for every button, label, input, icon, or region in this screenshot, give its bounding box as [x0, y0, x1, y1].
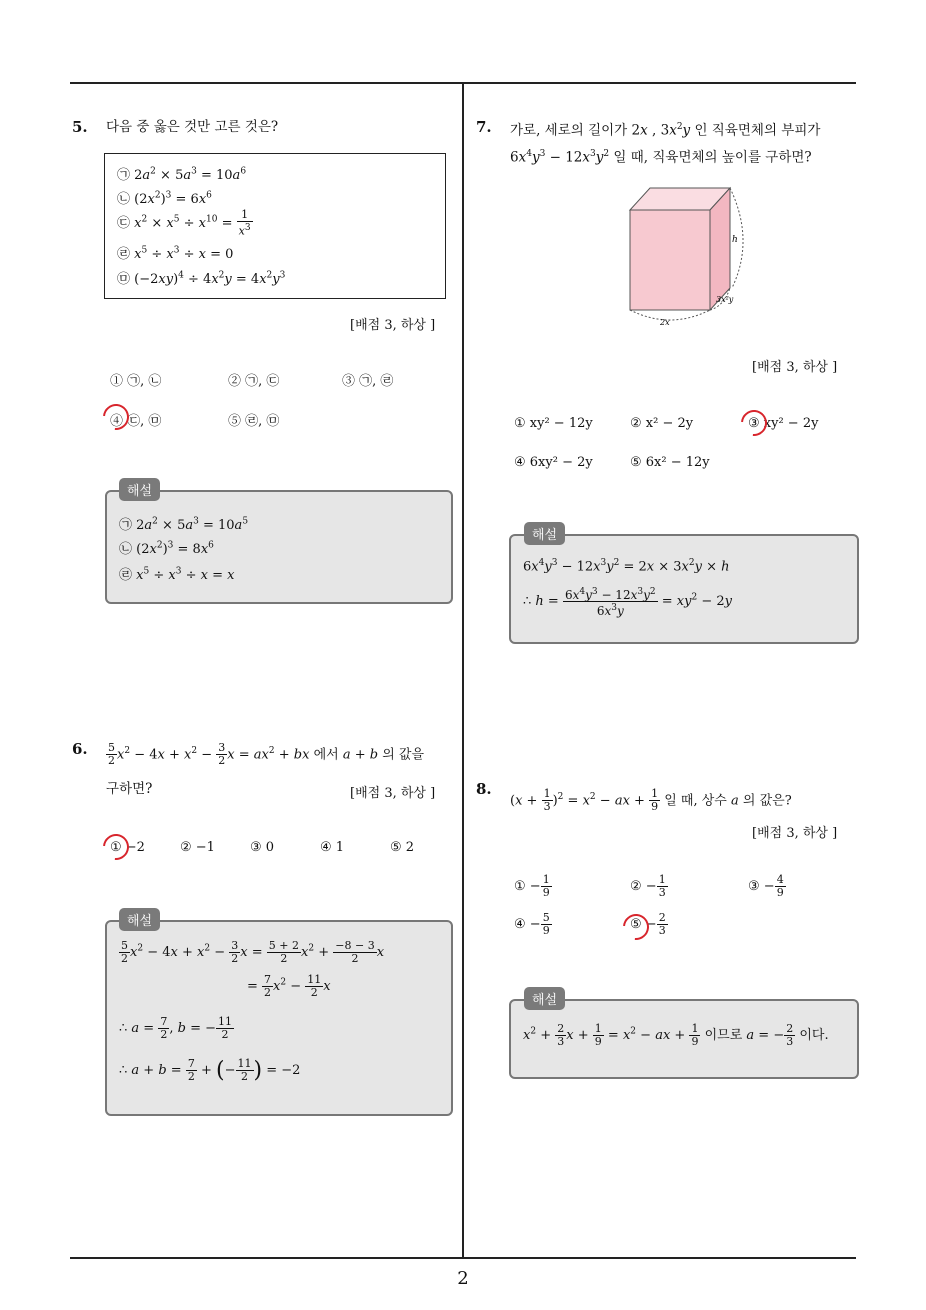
q7-number: 7.	[476, 118, 492, 136]
q7-label-depth: 3x²y	[716, 295, 734, 304]
bottom-rule	[70, 1257, 856, 1259]
q6-option-4[interactable]: ④ 1	[320, 840, 345, 855]
q6-score-meta: [배점 3, 하상 ]	[350, 786, 436, 801]
q8-solution-1: $x^2$ + $\frac{2}{3}$ x + $\frac{1}{9}$ = $x^2$ − ax + $\frac{1}{9}$ 이므로 a = − $\frac{2}{3}$ 이다.	[523, 1022, 829, 1048]
q7-option-3[interactable]: ③ xy² − 2y	[748, 416, 819, 431]
q5-number: 5.	[72, 118, 88, 136]
q7-option-2[interactable]: ② x² − 2y	[630, 416, 694, 431]
q8-option-2[interactable]: ② − $\frac{1}{3}$	[630, 873, 666, 899]
q5-solution-1: ㉠ $2a^2 \times 5a^3 = 10a^5$	[119, 516, 249, 533]
q5-option-5[interactable]: ⑤ ㉣, ㉤	[228, 414, 280, 429]
q6-solution-2: = $\frac{7}{2}$ $x^2$ − $\frac{11}{2}$ x	[247, 973, 331, 999]
q8-solution-box	[509, 999, 859, 1079]
q5-question: 다음 중 옳은 것만 고른 것은?	[106, 119, 279, 135]
q5-option-2[interactable]: ② ㉠, ㉢	[228, 374, 280, 389]
q5-statement-2: ㉡ $(2x^2)^3 = 6x^6$	[117, 190, 212, 207]
q5-solution-2: ㉡ $(2x^2)^3 = 8x^6$	[119, 540, 214, 557]
q6-solution-tag: 해설	[119, 908, 160, 931]
column-divider	[462, 82, 464, 1258]
q6-number: 6.	[72, 740, 88, 758]
q6-option-2[interactable]: ② −1	[180, 840, 215, 855]
q5-solution-box	[105, 490, 453, 604]
q7-question-line1: 가로, 세로의 길이가 2x , $3x^2y$ 인 직육면체의 부피가	[510, 122, 821, 139]
q7-label-h: h	[732, 235, 738, 245]
q5-statement-4: ㉣ $x^5 \div x^3 \div x = 0$	[117, 245, 234, 262]
q7-option-1[interactable]: ① xy² − 12y	[514, 416, 593, 431]
q5-solution-tag: 해설	[119, 478, 160, 501]
q6-answer-mark	[98, 829, 135, 866]
q7-solution-1: $6x^4y^3 - 12x^3y^2 = 2x \times 3x^2y \times h$	[523, 558, 730, 575]
q5-score-meta: [배점 3, 하상 ]	[350, 318, 436, 333]
q8-score-meta: [배점 3, 하상 ]	[752, 826, 838, 841]
q7-score-meta: [배점 3, 하상 ]	[752, 360, 838, 375]
q6-option-3[interactable]: ③ 0	[250, 840, 275, 855]
q7-option-4[interactable]: ④ 6xy² − 2y	[514, 455, 593, 470]
q7-solution-box	[509, 534, 859, 644]
q8-number: 8.	[476, 780, 492, 798]
q5-statement-3: ㉢ $x^2 \times x^5 \div x^{10}$ = $\frac{1}{x^3}$	[117, 208, 251, 238]
q5-answer-mark	[98, 399, 135, 436]
q5-option-4[interactable]: ④ ㉢, ㉤	[110, 414, 162, 429]
q7-question-line2: $6x^4y^3 - 12x^3y^2$ 일 때, 직육면체의 높이를 구하면?	[510, 149, 812, 166]
q7-solution-2: ∴ h = $\frac{6x^4y^3 - 12x^3y^2}{6x^3y}$ = $xy^2 - 2y$	[523, 587, 732, 618]
q6-solution-box	[105, 920, 453, 1116]
q7-answer-mark	[736, 405, 773, 442]
q5-option-3[interactable]: ③ ㉠, ㉣	[342, 374, 394, 389]
q5-option-1[interactable]: ① ㉠, ㉡	[110, 374, 162, 389]
q8-option-1[interactable]: ① − $\frac{1}{9}$	[514, 873, 550, 899]
q6-question-line2: 구하면?	[106, 781, 153, 797]
q6-solution-3: ∴ a = $\frac{7}{2}$ , b = − $\frac{11}{2}$	[119, 1015, 232, 1041]
q8-solution-tag: 해설	[524, 987, 565, 1010]
q6-solution-4: ∴ a + b = $\frac{7}{2}$ + (− $\frac{11}{2}$ ) = −2	[119, 1057, 301, 1083]
q6-solution-1: $\frac{5}{2}$ $x^2 - 4x + x^2$ − $\frac{3}{2}$ x = $\frac{5 + 2}{2}$ $x^2$ + $\frac{-8 - 3}{2}$ x	[121, 939, 385, 965]
q8-option-3[interactable]: ③ − $\frac{4}{9}$	[748, 873, 784, 899]
q6-question-line1: $\frac{5}{2}$ $x^2 - 4x + x^2$ − $\frac{3}{2}$ $x = ax^2$ + bx 에서 a + b 의 값을	[108, 741, 425, 768]
q7-cuboid-figure	[620, 180, 750, 330]
q7-option-5[interactable]: ⑤ 6x² − 12y	[630, 455, 710, 470]
q5-solution-3: ㉣ $x^5 \div x^3 \div x = x$	[119, 566, 235, 583]
q7-label-width: 2x	[660, 318, 670, 327]
q8-option-4[interactable]: ④ − $\frac{5}{9}$	[514, 911, 550, 937]
q5-statement-5: ㉤ $(-2xy)^4 \div 4x^2y = 4x^2y^3$	[117, 270, 286, 287]
q8-question: (x + $\frac{1}{3}$ )$^2 = x^2$ − ax + $\frac{1}{9}$ 일 때, 상수 a 의 값은?	[510, 787, 792, 814]
q6-option-5[interactable]: ⑤ 2	[390, 840, 415, 855]
q8-option-5[interactable]: ⑤ − $\frac{2}{3}$	[630, 911, 666, 937]
page-number: 2	[457, 1268, 469, 1289]
q5-statement-1: ㉠ $2a^2 \times 5a^3 = 10a^6$	[117, 166, 247, 183]
q6-option-1[interactable]: ① −2	[110, 840, 145, 855]
q5-statement-box	[104, 153, 446, 299]
q7-solution-tag: 해설	[524, 522, 565, 545]
